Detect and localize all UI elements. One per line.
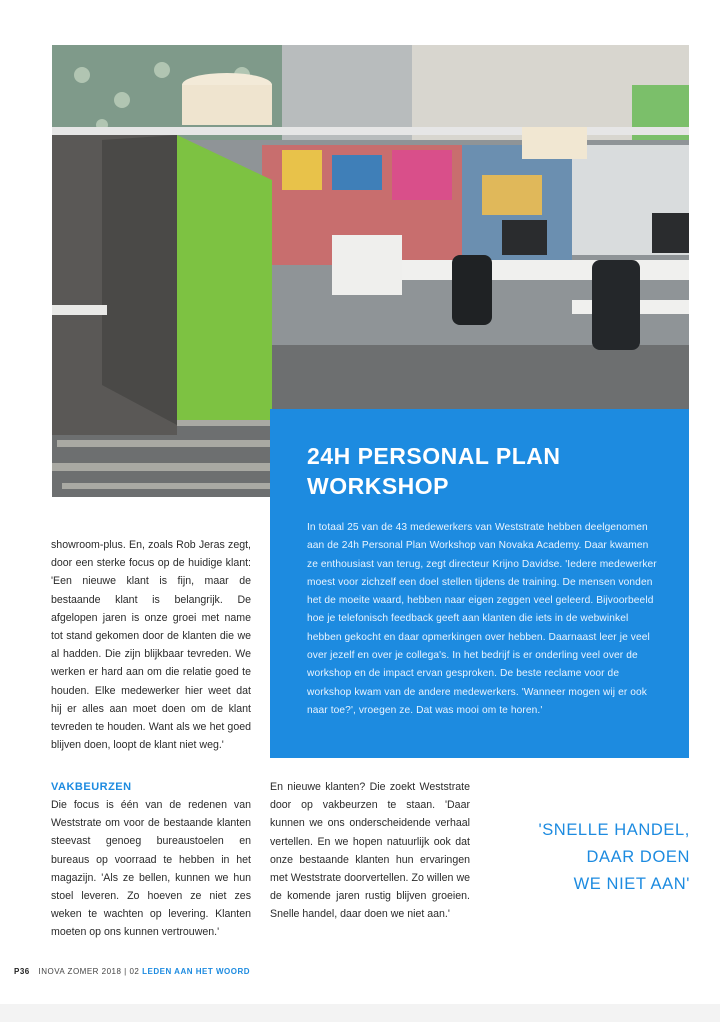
article-column-2: En nieuwe klanten? Die zoekt Weststrate door op vakbeurzen te staan. 'Daar kunnen we ons onderscheidende verhaal vertellen. En we hopen natuurlijk ook dat onze bestaande klanten hun ervaringen met Weststrate doorvertellen. Zo willen we de komende jaren rustig blijven groeien. Snelle handel, daar doen we niet aan.' — [270, 781, 470, 921]
box-title — [307, 441, 659, 501]
box-title-line2: WORKSHOP — [307, 473, 449, 499]
issue-info: INOVA ZOMER 2018 | 02 — [38, 967, 140, 976]
page-bottom-edge — [0, 1004, 720, 1022]
section-name: LEDEN AAN HET WOORD — [142, 967, 250, 976]
page-footer — [14, 967, 250, 976]
box-title-line1: 24H PERSONAL PLAN — [307, 443, 561, 469]
box-body: In totaal 25 van de 43 medewerkers van Weststrate hebben deelgenomen aan de 24h Personal Plan Workshop van Novaka Academy. Daar kwamen ze enthousiast van terug, zegt directeur Krijno Davidse. 'Iedere medewerker moest voor zichzelf een doel stellen tijdens de training. De mensen vonden het de moeite waard, hebben naar eigen zeggen veel geleerd. Bijvoorbeeld hoe je telefonisch feedback geeft aan klanten die iets in de webwinkel hebben gekocht en daar opmerkingen over hebben. Daarnaast leer je veel over jezelf en over je collega's. In het bedrijf is er onderling veel over de workshop en de impact ervan gesproken. De beste reclame voor de workshop kwam van de andere medewerkers. 'Wanneer mogen wij er ook naar toe?', vroegen ze. Dat was mooi om te horen.' — [307, 522, 657, 716]
page-number: P36 — [14, 967, 30, 976]
quote-line1: 'SNELLE HANDEL, — [538, 821, 690, 839]
quote-line3: WE NIET AAN' — [573, 875, 690, 893]
pull-quote — [500, 817, 690, 898]
subheading-vakbeurzen: VAKBEURZEN — [51, 781, 132, 793]
workshop-info-box — [270, 409, 689, 758]
quote-line2: DAAR DOEN — [586, 848, 690, 866]
article-column-1-bottom — [51, 778, 251, 942]
column-1-bottom-text: Die focus is één van de redenen van Weststrate om voor de bestaande klanten steevast genoeg bureaustoelen en bureaus op voorraad te hebben in het magazijn. 'Als ze bellen, kunnen we hun stoel leveren. Zo hoeven ze niet zes weken te wachten op levering. Klanten moeten op ons kunnen vertrouwen.' — [51, 799, 251, 939]
article-column-1-top: showroom-plus. En, zoals Rob Jeras zegt, door een sterke focus op de huidige klant: 'Een nieuwe klant is fijn, maar de bestaande klant is belangrijk. De afgelopen jaren is onze groei met name tot stand gekomen door de klanten die we al hadden. Die zijn blijkbaar tevreden. We werken er hard aan om die relatie goed te houden. Elke medewerker hier weet dat hij er alles aan moet doen om de klant tevreden te houden. Want als we het goed blijven doen, loopt de klant niet weg.' — [51, 539, 251, 752]
